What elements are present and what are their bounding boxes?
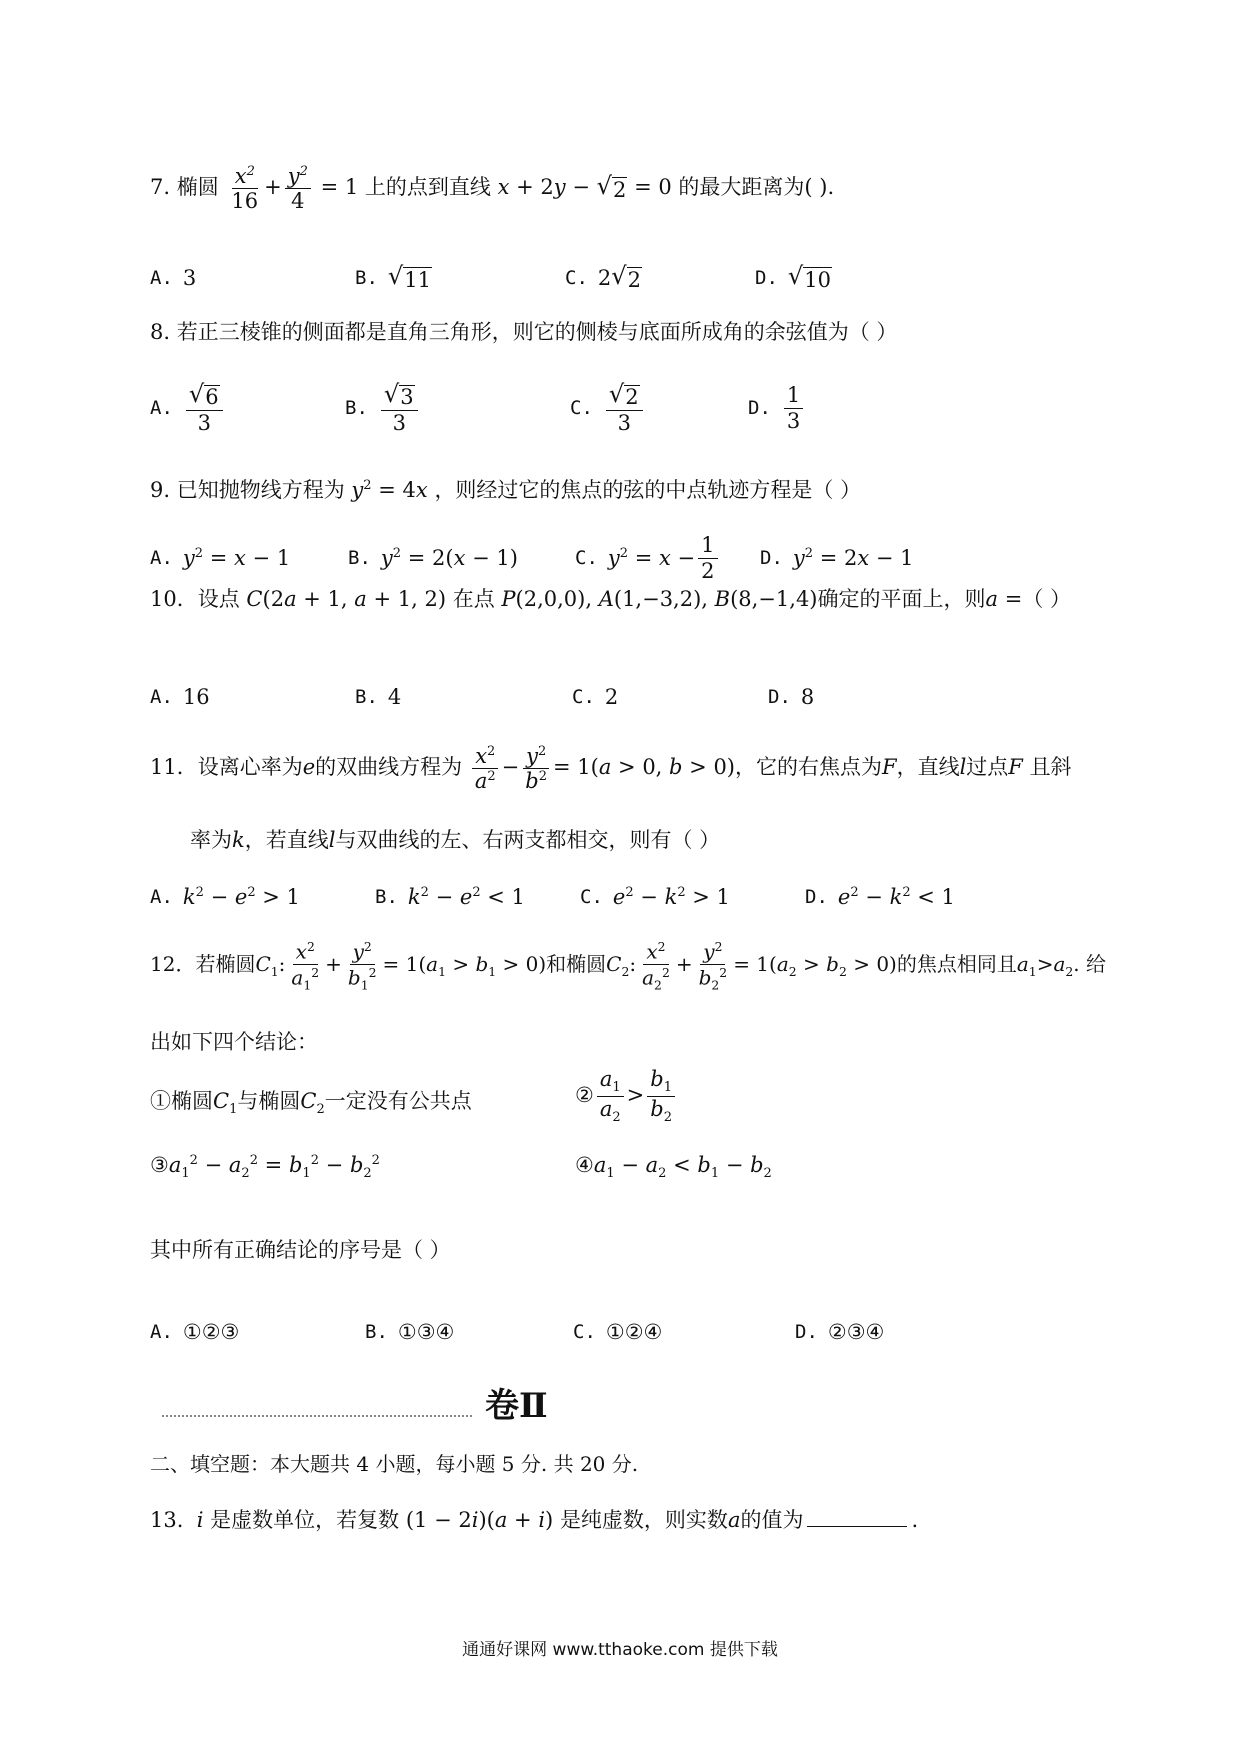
question-12: 12．若椭圆$C_1$: $\frac{x^2}{a_1^2}$ + $\frac{y^2}{b_1^2}$ = $1(a_1 > b_1 > 0)$和椭圆$C_2$: $\frac{x^2}{a_2^2}$ + $\frac{y^2}{b_2^2}$ = $1(a_2 > b_2 > 0)$的焦点相同且$a_1>a_2$. 给	[150, 939, 1106, 993]
q11-options	[150, 867, 1110, 927]
q10-a-equals: a =	[985, 587, 1023, 611]
q9-options	[150, 528, 1110, 588]
q12-conclusion-4: $④a_1 - a_2 < b_1 - b_2$	[575, 1153, 772, 1182]
q11-option-a[interactable]: A. $k^2 - e^2 > 1$	[150, 885, 300, 909]
q10-point-c: C(2a + 1, a + 1, 2)	[246, 587, 447, 611]
q8-option-c[interactable]: C. √ 2 3	[570, 378, 646, 438]
q12-ellipse-c1: $C_1$: $\frac{x^2}{a_1^2}$ + $\frac{y^2}{b_1^2}$ = $1(a_1 > b_1 > 0)$	[255, 939, 547, 993]
q10-option-c[interactable]: C. 2	[572, 685, 619, 709]
q12-conclusion-1: ①椭圆$C_1$与椭圆$C_2$一定没有公共点	[150, 1089, 472, 1118]
q11-option-b[interactable]: B. $k^2 - e^2 < 1$	[375, 885, 525, 909]
q11-stem-e: 过点	[966, 755, 1009, 780]
q11-number: 11．	[150, 755, 198, 780]
q12-line-2: 出如下四个结论：	[150, 1030, 318, 1054]
q10-option-b[interactable]: B. 4	[355, 685, 402, 709]
question-10	[150, 587, 1110, 612]
q10-number: 10．	[150, 587, 198, 611]
q11-line-2: 率为k，若直线l与双曲线的左、右两支都相交，则有（ ）	[190, 828, 721, 852]
q12-options	[150, 1302, 1110, 1362]
q13-complex-expr: (1 − 2i)(a + i)	[405, 1508, 554, 1532]
q10-stem-d: （ ）	[1022, 587, 1071, 611]
question-13: 13. i 是虚数单位，若复数 (1 − 2i)(a + i) 是纯虚数，则实数a的值为 .	[150, 1508, 919, 1532]
q8-options	[150, 378, 1110, 438]
question-7	[150, 165, 1110, 212]
q10-stem-b: 在点	[452, 587, 495, 611]
q7-stem-a: 椭圆	[176, 175, 219, 200]
section-instructions: 二、填空题：本大题共 4 小题，每小题 5 分. 共 20 分.	[150, 1452, 639, 1476]
q12-option-a[interactable]: A. ①②③	[150, 1320, 240, 1344]
q7-number: 7.	[150, 175, 171, 200]
q11-hyperbola-equation: $\frac{x^2}{a^2}$ − $\frac{y^2}{b^2}$ = 1(a > 0, b > 0)	[469, 755, 735, 779]
dotted-divider	[162, 1415, 472, 1417]
q11-stem-d: ，直线	[896, 755, 960, 780]
footer: 通通好课网 www.tthaoke.com 提供下载	[462, 1640, 778, 1660]
q7-ellipse-equation: $\frac{x^2}{16}$ + $\frac{y^2}{4}$ = 1	[231, 164, 359, 214]
q9-option-c[interactable]: C. $y^2 = x$ − $\frac{1}{2}$	[575, 528, 721, 588]
q9-option-d[interactable]: D. $y^2 = 2x - 1$	[760, 546, 914, 570]
q10-options	[150, 667, 1110, 727]
q8-number: 8.	[150, 320, 171, 344]
q10-points-pab: P(2,0,0), A(1,−3,2), B(8,−1,4)	[501, 587, 818, 611]
q13-number: 13.	[150, 1508, 184, 1532]
q10-option-a[interactable]: A. 16	[150, 685, 210, 709]
q11-option-d[interactable]: D. $e^2 - k^2 < 1$	[805, 885, 955, 909]
q7-stem-c: 的最大距离为( ).	[678, 175, 835, 200]
q9-stem-a: 已知抛物线方程为	[176, 478, 345, 502]
q11-option-c[interactable]: C. $e^2 - k^2 > 1$	[580, 885, 730, 909]
q7-option-d[interactable]: D. √ 10	[755, 262, 832, 292]
q8-option-b[interactable]: B. √ 3 3	[345, 378, 421, 438]
q9-option-b[interactable]: B. $y^2 = 2(x - 1)$	[348, 546, 518, 570]
q8-option-d[interactable]: D. $\frac{1}{3}$	[748, 378, 806, 438]
q9-number: 9.	[150, 478, 171, 502]
q12-option-b[interactable]: B. ①③④	[365, 1320, 455, 1344]
q9-parabola-equation: $y^2 = 4x$	[351, 478, 428, 502]
q7-options	[150, 248, 1110, 308]
q7-option-b[interactable]: B. √ 11	[355, 262, 432, 292]
q7-line-equation: x + 2y − √ 2 = 0	[497, 172, 672, 203]
q7-option-c[interactable]: C. 2 √ 2	[565, 262, 642, 292]
q10-stem-c: 确定的平面上，则	[817, 587, 986, 611]
q7-stem-b: 上的点到直线	[364, 175, 491, 200]
q8-option-a[interactable]: A. √ 6 3	[150, 378, 226, 438]
q12-conclusion-3: $③a_1^2 - a_2^2 = b_1^2 - b_2^2$	[150, 1153, 380, 1182]
q12-option-d[interactable]: D. ②③④	[795, 1320, 885, 1344]
q11-stem-f: 且斜	[1029, 755, 1072, 780]
q8-stem: 若正三棱锥的侧面都是直角三角形，则它的侧棱与底面所成角的余弦值为（ ）	[176, 320, 898, 344]
section-title: 卷Ⅱ	[485, 1386, 548, 1426]
q12-ellipse-c2: $C_2$: $\frac{x^2}{a_2^2}$ + $\frac{y^2}{b_2^2}$ = $1(a_2 > b_2 > 0)$	[606, 939, 897, 993]
q9-stem-b: ，则经过它的焦点的弦的中点轨迹方程是（ ）	[434, 478, 862, 502]
q10-stem-a: 设点	[197, 587, 240, 611]
q9-option-a[interactable]: A. $y^2 = x - 1$	[150, 546, 291, 570]
question-8	[150, 320, 1110, 345]
q11-stem-a: 设离心率为	[197, 755, 303, 780]
q12-conclusion-2: ② $\frac{a_1}{a_2}$ > $\frac{b_1}{b_2}$	[575, 1068, 678, 1125]
q10-option-d[interactable]: D. 8	[768, 685, 815, 709]
q13-answer-blank[interactable]	[807, 1526, 907, 1527]
question-9	[150, 478, 1110, 503]
q7-option-a[interactable]: A. 3	[150, 266, 197, 290]
q12-number: 12．	[150, 952, 196, 977]
q12-ask: 其中所有正确结论的序号是（ ）	[150, 1238, 451, 1262]
q12-option-c[interactable]: C. ①②④	[573, 1320, 663, 1344]
q11-stem-b: 的双曲线方程为	[315, 755, 463, 780]
question-11: 11．设离心率为e的双曲线方程为 $\frac{x^2}{a^2}$ − $\frac{y^2}{b^2}$ = 1(a > 0, b > 0)，它的右焦点为F，直线l过点F 且斜	[150, 744, 1072, 794]
q11-stem-c: ，它的右焦点为	[735, 755, 882, 780]
